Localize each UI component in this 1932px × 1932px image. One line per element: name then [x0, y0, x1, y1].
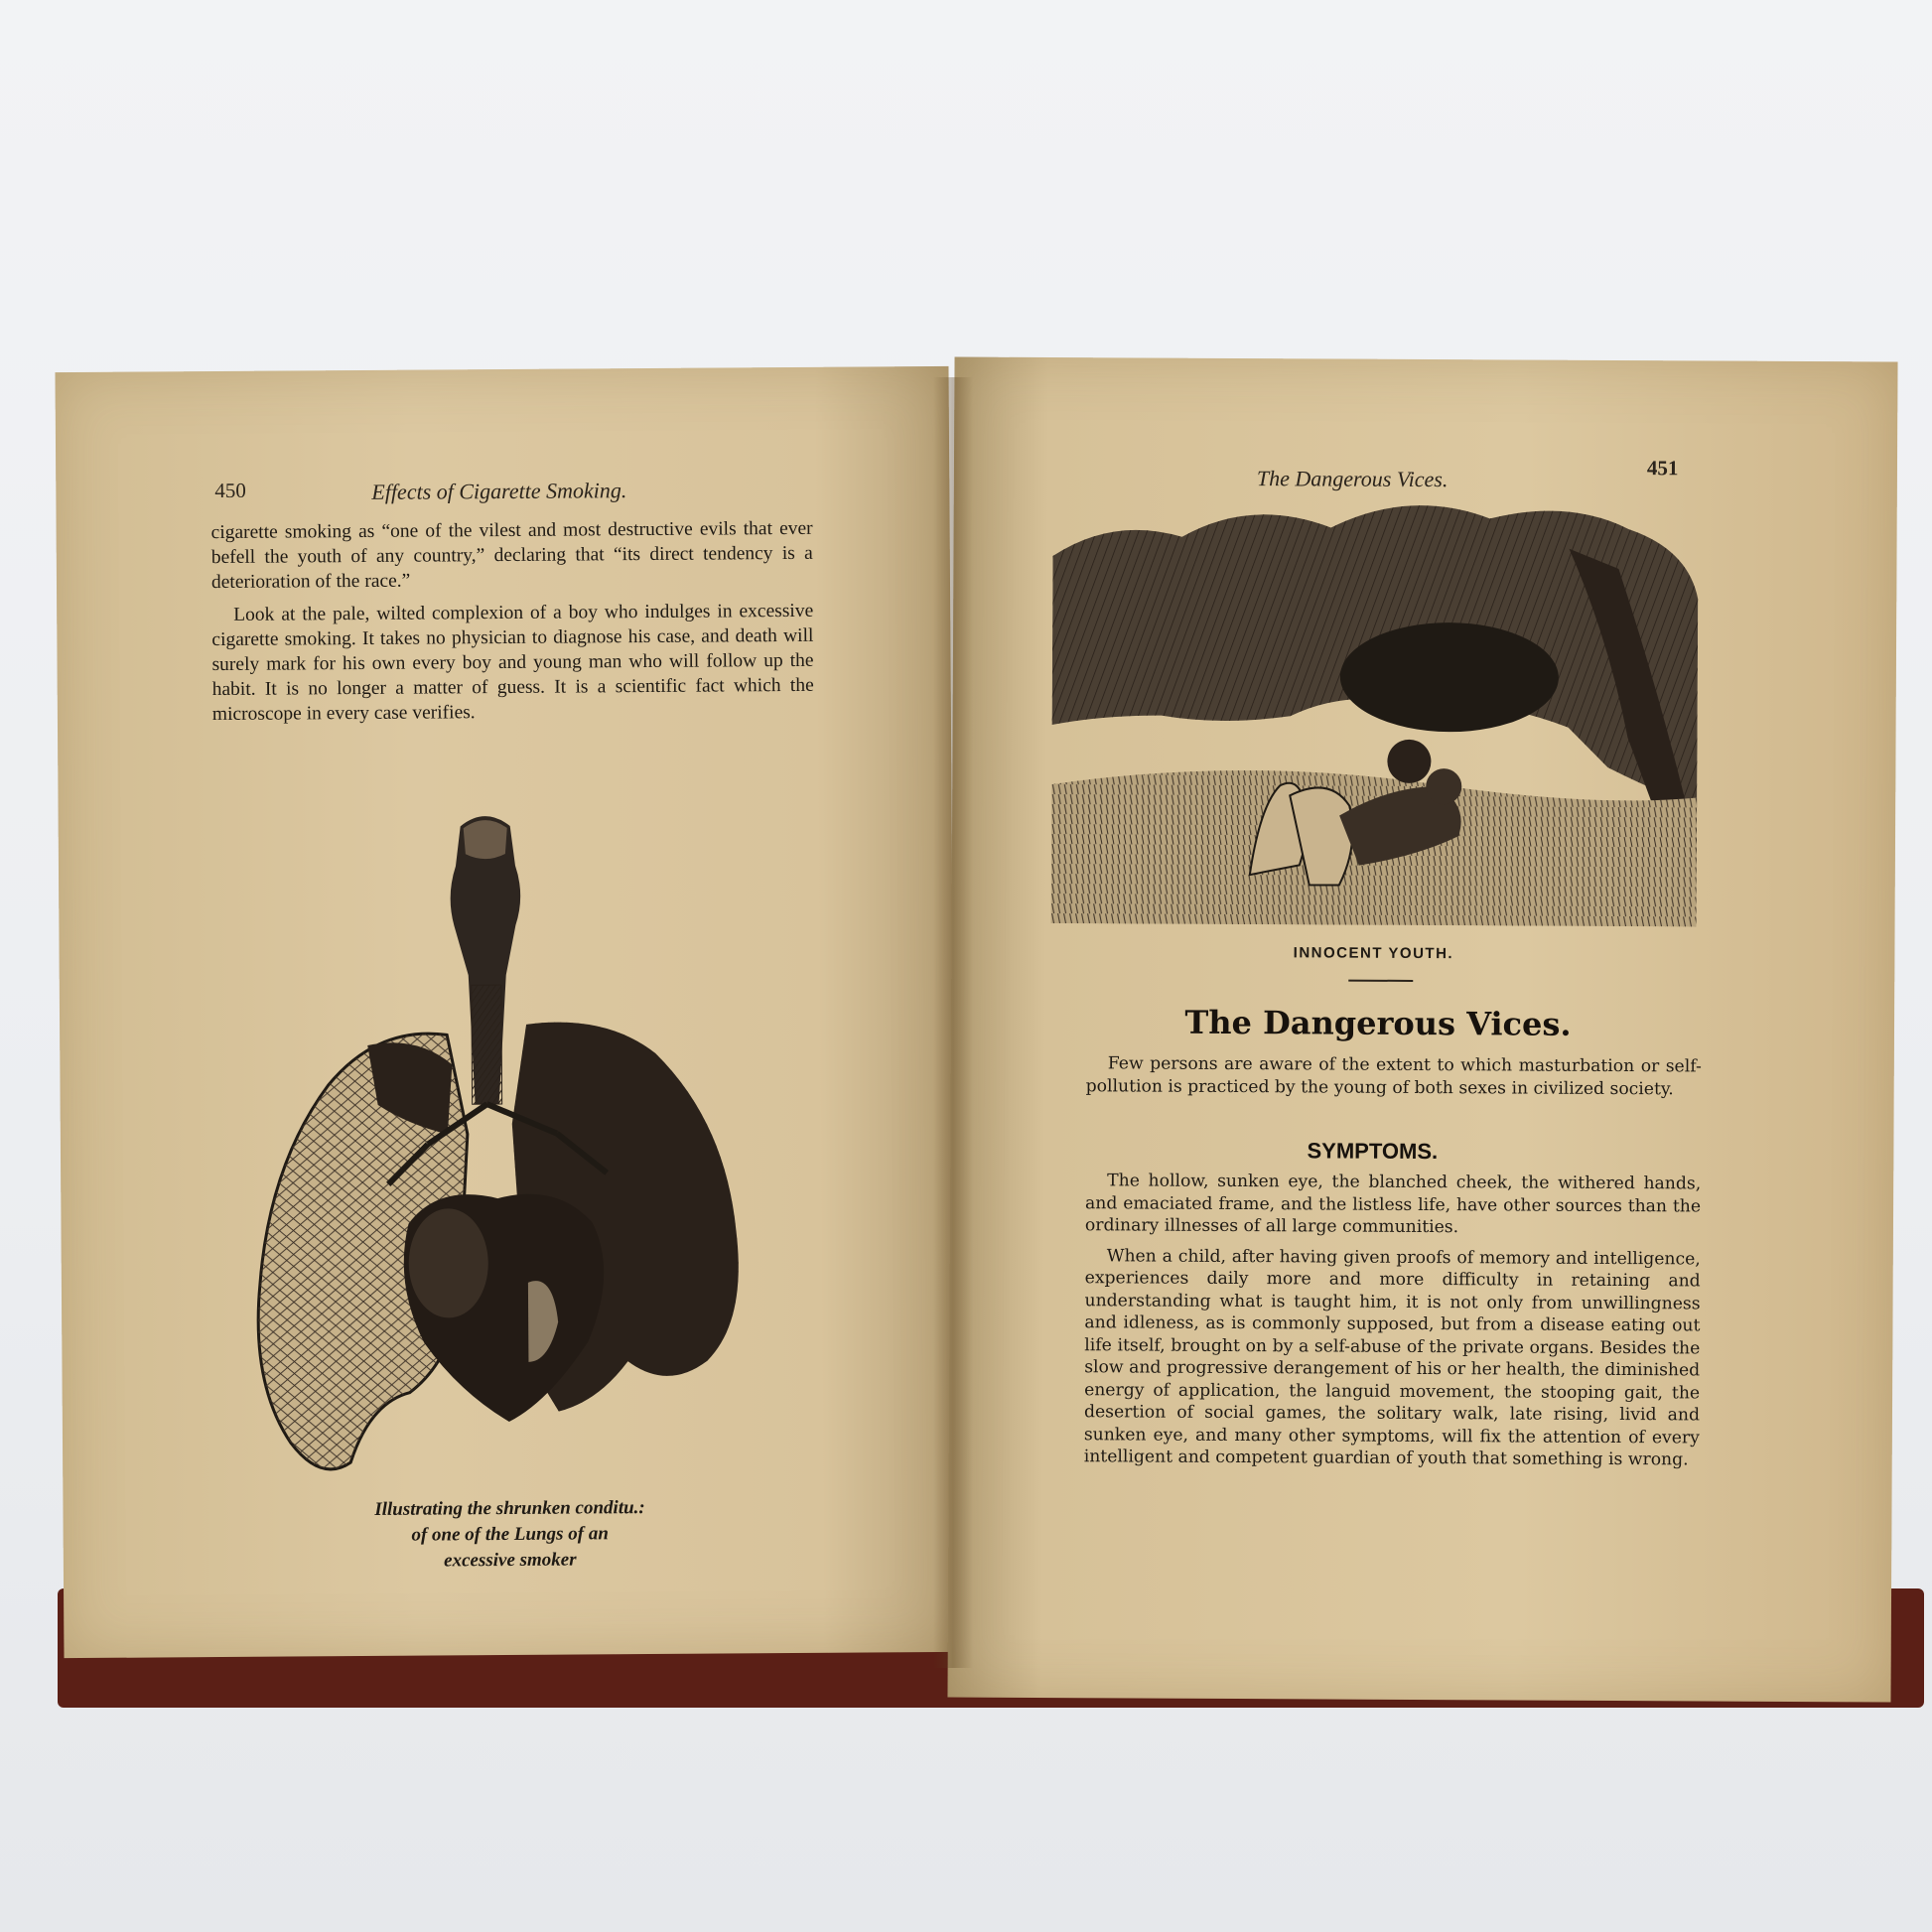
left-running-head: Effects of Cigarette Smoking. [371, 478, 627, 504]
innocent-youth-caption: INNOCENT YOUTH. [1293, 944, 1454, 963]
book-gutter [933, 377, 973, 1668]
left-page-number: 450 [214, 478, 246, 503]
left-paragraph-1: cigarette smoking as “one of the vilest and most destructive evils that ever befell the youth of any country,” declaring that “its direct tendency is a deterioration of the race.” [210, 517, 813, 594]
left-body-text [211, 516, 814, 735]
caption-line-2: of one of the Lungs of an [411, 1523, 609, 1546]
symptoms-paragraph-2: When a child, after having given proofs of memory and intelligence, experiences daily more and more difficulty in retaining and understanding what is taught him, it is not only from unwillingness and idleness, as is commonly supposed, but from a disease eating out life itself, brought on by a self-abuse of the private organs. Besides the slow and progressive derangement of his or her health, the diminished energy of application, the languid movement, the stooping gait, the desertion of social games, the solitary walk, late rising, livid and sunken eye, and many other symptoms, will fix the attention of every intelligent and competent guardian of youth that something is wrong. [1083, 1245, 1701, 1470]
caption-line-3: excessive smoker [444, 1549, 577, 1572]
symptoms-heading: SYMPTOMS. [1307, 1138, 1439, 1165]
caption-line-1: Illustrating the shrunken conditu.: [374, 1497, 645, 1520]
section-divider [1348, 980, 1413, 982]
innocent-youth-illustration [1051, 486, 1699, 926]
right-page-number: 451 [1646, 456, 1679, 481]
symptoms-text [1084, 1170, 1702, 1479]
right-running-head: The Dangerous Vices. [1256, 466, 1449, 492]
intro-text [1086, 1052, 1702, 1108]
intro-paragraph: Few persons are aware of the extent to which masturbation or self-pollution is practiced by the young of both sexes in civilized society. [1085, 1053, 1702, 1099]
symptoms-paragraph-1: The hollow, sunken eye, the blanched cheek, the withered hands, and emaciated frame, and the listless life, have other sources than the ordinary illnesses of all large communities. [1084, 1171, 1702, 1238]
left-paragraph-2: Look at the pale, wilted complexion of a boy who indulges in excessive cigarette smoking. It takes no physician to diagnose his case, and death will surely mark for his own every boy and young man who will follow up the habit. It is no longer a matter of guess. It is a scientific fact which the microscope in every case verifies. [211, 600, 814, 726]
lungs-caption [261, 1494, 759, 1575]
lungs-illustration [207, 804, 808, 1503]
left-page [55, 366, 957, 1658]
section-title: The Dangerous Vices. [1184, 1003, 1572, 1043]
right-page [947, 357, 1897, 1703]
